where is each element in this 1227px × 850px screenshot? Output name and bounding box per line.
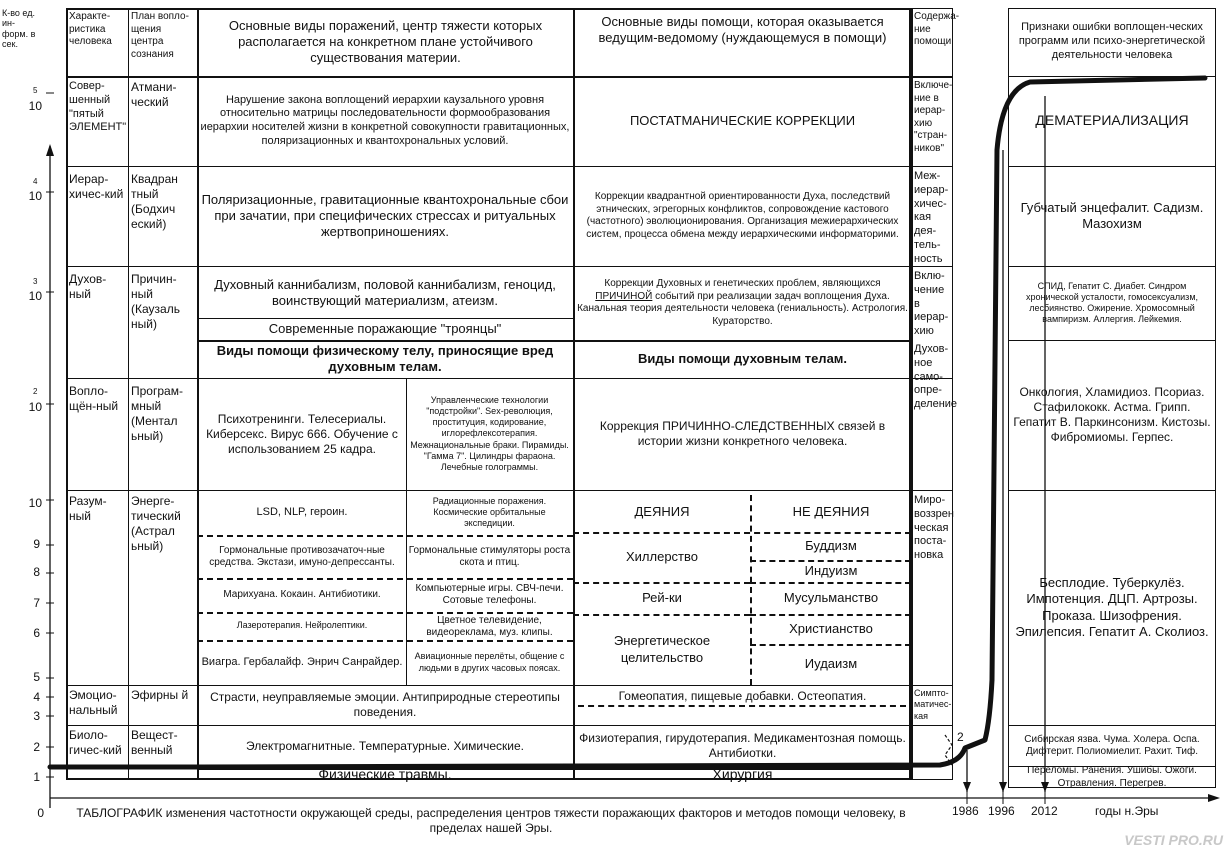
row2-characteristic: Иерар-хичес-кий bbox=[69, 172, 124, 201]
row5-plan: Энерге-тический (Астрал ьный) bbox=[131, 494, 181, 553]
y-tick-label: 4 bbox=[33, 690, 40, 704]
row4-plan: Програм-мный (Ментал ьный) bbox=[131, 384, 183, 443]
row3-trojans: Современные поражающие "троянцы" bbox=[268, 321, 502, 337]
header-help: Основные виды помощи, которая оказывается ведущим-ведомому (нуждающемуся в помощи) bbox=[598, 13, 887, 45]
y-tick-label: 8 bbox=[33, 565, 40, 579]
y-tick-label: 5 bbox=[33, 670, 40, 684]
row5-damage-b4: Цветное телевидение, видеореклама, муз. клипы. bbox=[426, 614, 553, 638]
row5-content: Миро-воззрен ческая поста-новка bbox=[914, 494, 954, 561]
row3-characteristic: Духов-ный bbox=[69, 272, 107, 301]
row6-help: Гомеопатия, пищевые добавки. Остеопатия. bbox=[618, 688, 867, 703]
header-characteristic: Характе-ристика человека bbox=[69, 11, 112, 47]
row4-signs: Онкология, Хламидиоз. Псориаз. Стафилококк. Астма. Грипп. Гепатит В. Паркинсонизм. Кистозы. Фибромиомы. Герпес. bbox=[1013, 385, 1211, 444]
header-plan: План вопло-щения центра сознания bbox=[131, 11, 189, 60]
row5-nondeed-hinduism: Индуизм bbox=[804, 563, 858, 579]
row5-nondeed-islam: Мусульманство bbox=[783, 589, 879, 605]
row1-damage: Нарушение закона воплощений иерархии каузального уровня относительно матрицы последовательности формообразования иерархии носителей жизни в конкретной совокупности гравитационных, поляризационных и квантохрональных условий. bbox=[200, 93, 570, 147]
row5-damage-a5: Виагра. Гербалайф. Энрич Санрайдер. bbox=[201, 655, 403, 668]
y-tick-label: 7 bbox=[33, 596, 40, 610]
row5-characteristic: Разум-ный bbox=[69, 494, 107, 523]
y-tick-label: 9 bbox=[33, 537, 40, 551]
row5-damage-a1: LSD, NLP, героин. bbox=[256, 505, 348, 518]
year-1996: 1996 bbox=[988, 804, 1015, 818]
row1-content: Включе-ние в иерар-хию "стран-ников" bbox=[914, 80, 953, 154]
y-tick-label: 3 bbox=[33, 709, 40, 723]
y-tick-label: 2 bbox=[33, 740, 40, 754]
subheader-content: Духов-ное само-опре-деление bbox=[914, 343, 958, 410]
row7-characteristic: Биоло-гичес-кий bbox=[69, 728, 122, 757]
row7-signs-trauma: Переломы. Ранения. Ушибы. Ожоги. Отравления. Перегрев. bbox=[1027, 765, 1197, 789]
chart-caption: ТАБЛОГРАФИК изменения частотности окружающей среды, распределения центров тяжести поражающих факторов и методов помощи человеку, в пределах нашей Эры. bbox=[76, 806, 906, 835]
row1-characteristic: Совер-шенный "пятый ЭЛЕМЕНТ" bbox=[69, 80, 127, 134]
row7-physical-trauma: Физические травмы. bbox=[318, 765, 452, 782]
row5-deed-healing: Хиллерство bbox=[625, 548, 698, 564]
y-tick-label: 10 bbox=[28, 496, 42, 510]
row1-signs: ДЕМАТЕРИАЛИЗАЦИЯ bbox=[1035, 112, 1189, 129]
year-1986: 1986 bbox=[952, 804, 979, 818]
subheader-spiritual-help: Виды помощи духовным телам. bbox=[637, 350, 848, 366]
row5-damage-b3: Компьютерные игры. СВЧ-печи. Сотовые телефоны. bbox=[415, 582, 564, 606]
y-tick-label: 10 bbox=[28, 289, 42, 303]
row2-content: Меж-иерар-хичес-кая дея-тель-ность bbox=[914, 170, 949, 265]
row6-plan: Эфирны й bbox=[131, 688, 189, 702]
row5-signs: Бесплодие. Туберкулёз. Импотенция. ДЦП. Артрозы. Проказа. Шизофрения. Эпилепсия. Гепатит А. Сколиоз. bbox=[1015, 575, 1209, 639]
row3-content: Вклю-чение в иерар-хию bbox=[914, 270, 949, 337]
row5-nondeed-christianity: Христианство bbox=[789, 621, 873, 637]
y-axis-label: К-во ед. ин-форм. в сек. bbox=[2, 8, 36, 50]
y-tick-label: 6 bbox=[33, 626, 40, 640]
row5-deeds-header: ДЕЯНИЯ bbox=[634, 503, 690, 519]
row5-deed-energy: Энергетическое целительство bbox=[613, 633, 711, 665]
year-2012: 2012 bbox=[1031, 804, 1058, 818]
row7-surgery: Хирургия bbox=[712, 765, 773, 782]
row5-nondeeds-header: НЕ ДЕЯНИЯ bbox=[792, 503, 870, 519]
row6-content: Симпто-матичес-кая bbox=[914, 688, 952, 721]
row6-characteristic: Эмоцио-нальный bbox=[69, 688, 118, 717]
row5-damage-a2: Гормональные противозачаточ-ные средства. Экстази, имуно-депрессанты. bbox=[209, 544, 395, 568]
row5-damage-b2: Гормональные стимуляторы роста скота и птиц. bbox=[408, 544, 571, 568]
row1-help: ПОСТАТМАНИЧЕСКИЕ КОРРЕКЦИИ bbox=[629, 112, 856, 128]
row3-help: Коррекции Духовных и генетических проблем, являющихся ПРИЧИНОЙ событий при реализации задач воплощения Духа. Канальная теория деятельности человека (гениальность). Астрология. Кураторство. bbox=[577, 278, 908, 327]
row7-signs: Сибирская язва. Чума. Холера. Оспа. Дифтерит. Полиомиелит. Рахит. Тиф. bbox=[1024, 733, 1200, 757]
row3-plan: Причин-ный (Каузаль ный) bbox=[131, 272, 180, 331]
row2-help: Коррекции квадрантной ориентированности Духа, последствий этнических, эгрегорных конфликтов, сопровождение кастового (частотного) эволюционирования. Организация межиерархических систем, процесса обмена между иерархическими информаторими. bbox=[586, 191, 899, 240]
header-damage: Основные виды поражений, центр тяжести которых располагается на конкретном плане устойчивого существования материи. bbox=[228, 17, 543, 66]
years-axis-label: годы н.Эры bbox=[1095, 804, 1159, 818]
header-content: Содержа-ние помощи bbox=[914, 11, 960, 47]
row4-damage-b: Управленческие технологии "подстройки". Sex-революция, проституция, кодирование, иглорефлексотерапия. Межнациональные браки. Пирамиды. "Гамма 7". Цилиндры фараона. Лечебные голограммы. bbox=[410, 394, 569, 473]
row2-damage: Поляризационные, гравитационные квантохрональные сбои при зачатии, при специфических стрессах и ритуальных жертвоприношениях. bbox=[201, 191, 569, 240]
curve-marker: 2 bbox=[957, 730, 964, 744]
row7-damage: Электромагнитные. Температурные. Химические. bbox=[246, 738, 524, 753]
row2-signs: Губчатый энцефалит. Садизм. Мазохизм bbox=[1020, 199, 1204, 231]
row3-damage: Духовный каннибализм, половой каннибализм, геноцид, воинствующий материализм, атеизм. bbox=[214, 276, 556, 308]
row6-damage: Страсти, неуправляемые эмоции. Антиприродные стереотипы поведения. bbox=[210, 690, 560, 719]
header-signs: Признаки ошибки воплощен-ческих программ или психо-энергетической деятельности человека bbox=[1018, 21, 1206, 61]
y-tick-exp: 3 bbox=[33, 277, 38, 286]
row4-damage-a: Психотренинги. Телесериалы. Киберсекс. Вирус 666. Обучение с использованием 25 кадра. bbox=[206, 411, 398, 456]
row7-help: Физиотерапия, гирудотерапия. Медикаментозная помощь. Антибиотки. bbox=[579, 731, 906, 760]
row7-plan: Вещест-венный bbox=[131, 728, 178, 757]
row4-help: Коррекция ПРИЧИННО-СЛЕДСТВЕННЫХ связей в истории жизни конкретного человека. bbox=[599, 419, 886, 448]
y-tick-label: 10 bbox=[28, 99, 42, 113]
y-tick-label: 1 bbox=[33, 770, 40, 784]
y-tick-label: 10 bbox=[28, 400, 42, 414]
subheader-physical-help: Виды помощи физическому телу, приносящие вред духовным телам. bbox=[216, 342, 554, 374]
row4-characteristic: Вопло-щён-ный bbox=[69, 384, 119, 413]
row5-nondeed-judaism: Иудаизм bbox=[804, 656, 858, 672]
row5-deed-reiki: Рей-ки bbox=[642, 589, 682, 605]
y-tick-exp: 2 bbox=[33, 387, 38, 396]
row1-plan: Атмани-ческий bbox=[131, 80, 177, 109]
y-tick-label: 10 bbox=[28, 189, 42, 203]
row5-damage-a4: Лазеротерапия. Нейролептики. bbox=[236, 620, 368, 631]
row5-nondeed-buddhism: Буддизм bbox=[805, 538, 857, 554]
axis-origin: 0 bbox=[37, 806, 44, 820]
row5-damage-b5: Авиационные перелёты, общение с людьми в других часовых поясах. bbox=[414, 651, 565, 673]
row3-signs: СПИД, Гепатит С. Диабет. Синдром хронической усталости, гомосексуализм, лесбиянство. Ожирение. Хромосомный вампиризм. Аллергия. Лейкемия. bbox=[1025, 280, 1199, 325]
watermark-logo: VESTI PRO.RU bbox=[1124, 832, 1223, 848]
row5-damage-a3: Марихуана. Кокаин. Антибиотики. bbox=[223, 588, 381, 600]
y-tick-exp: 5 bbox=[33, 86, 38, 95]
y-tick-exp: 4 bbox=[33, 177, 38, 186]
row2-plan: Квадран тный (Бодхич еский) bbox=[131, 172, 178, 231]
row5-damage-b1: Радиационные поражения. Космические орбитальные экспедиции. bbox=[432, 495, 547, 529]
